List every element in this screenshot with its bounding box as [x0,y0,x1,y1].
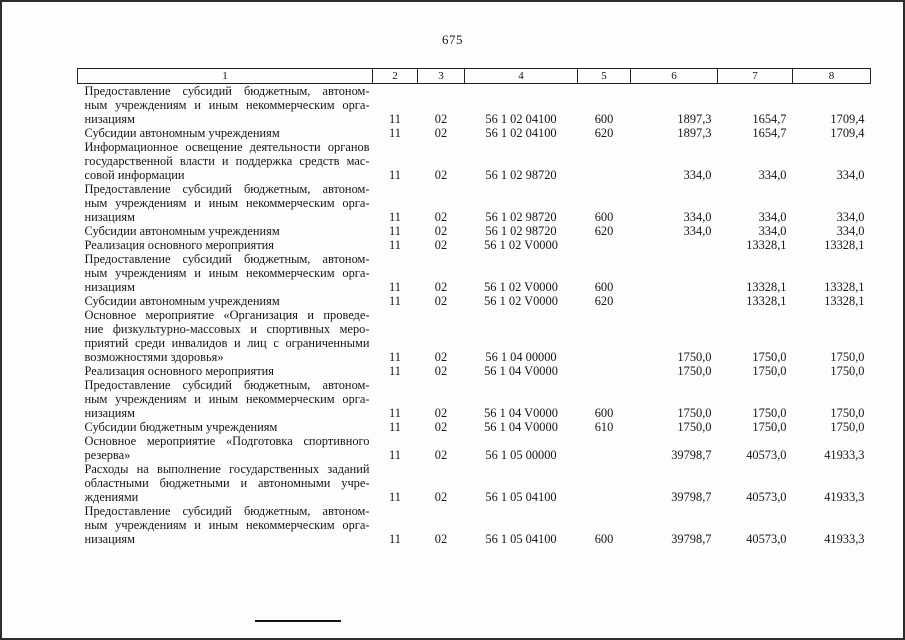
cell-year3: 13328,1 [824,294,865,308]
cell-year2: 1750,0 [752,406,787,420]
row-name-cell: Реализация основного мероприятия [84,238,274,252]
cell-year2: 40573,0 [746,448,787,462]
cell-year3: 1750,0 [830,420,865,434]
cell-vr [578,434,631,462]
cell-year2: 40573,0 [746,532,787,546]
cell-year2: 1750,0 [752,364,787,378]
cell-year1 [631,238,718,252]
cell-csr: 56 1 05 00000 [485,448,557,462]
table-row [78,252,871,294]
cell-year3: 334,0 [836,168,865,182]
cell-year3: 13328,1 [824,238,865,252]
cell-csr: 56 1 02 V0000 [484,294,558,308]
scan-artifact-line [255,620,341,622]
cell-csr: 56 1 02 04100 [485,126,557,140]
cell-csr: 56 1 05 04100 [485,490,557,504]
table-row [78,224,871,238]
cell-year2: 13328,1 [746,280,787,294]
cell-year2: 13328,1 [746,294,787,308]
cell-rz: 11 [389,126,401,140]
cell-vr: 600 [594,406,614,420]
cell-pr: 02 [434,168,448,182]
cell-csr: 56 1 05 04100 [485,532,557,546]
cell-rz: 11 [389,448,401,462]
row-name-cell: Основное мероприятие «Организация и проведе- ние физкультурно-массовых и спортивных меро- приятий среди инвалидов и лиц с ограниченными возможностями здоровья» [84,308,370,364]
cell-year1: 334,0 [683,224,712,238]
cell-rz: 11 [389,280,401,294]
cell-year2: 1750,0 [752,420,787,434]
row-name-cell: Субсидии бюджетным учреждениям [84,420,278,434]
cell-vr: 610 [594,420,614,434]
cell-rz: 11 [389,294,401,308]
row-name-cell: Предоставление субсидий бюджетным, автоном- ным учреждениям и иным некоммерческим орга- низациям [84,378,370,420]
cell-rz: 11 [389,210,401,224]
cell-year1: 1897,3 [677,112,712,126]
cell-year1: 39798,7 [671,532,712,546]
cell-csr: 56 1 02 98720 [485,224,557,238]
cell-pr: 02 [434,238,448,252]
cell-year1 [631,294,718,308]
table-row [78,126,871,140]
cell-year3: 41933,3 [824,532,865,546]
cell-vr: 600 [594,112,614,126]
cell-year3: 41933,3 [824,490,865,504]
cell-rz: 11 [389,364,401,378]
table-row [78,434,871,462]
row-name-cell: Информационное освещение деятельности органов государственной власти и поддержка средств мас- совой информации [84,140,370,182]
cell-year3: 1750,0 [830,350,865,364]
cell-pr: 02 [434,280,448,294]
cell-pr: 02 [434,294,448,308]
cell-year2: 1750,0 [752,350,787,364]
table-row [78,378,871,420]
row-name-cell: Субсидии автономным учреждениям [84,126,280,140]
cell-vr [578,238,631,252]
cell-year3: 1709,4 [830,112,865,126]
cell-vr: 620 [594,294,614,308]
cell-pr: 02 [434,532,448,546]
cell-rz: 11 [389,168,401,182]
row-name-cell: Предоставление субсидий бюджетным, автоном- ным учреждениям и иным некоммерческим орга- низациям [84,252,370,294]
cell-vr [578,140,631,182]
cell-vr [578,308,631,364]
cell-csr: 56 1 04 V0000 [484,420,558,434]
cell-pr: 02 [434,126,448,140]
cell-csr: 56 1 02 98720 [485,168,557,182]
cell-year2: 1654,7 [752,112,787,126]
cell-rz: 11 [389,350,401,364]
cell-year3: 13328,1 [824,280,865,294]
cell-rz: 11 [389,420,401,434]
table-body [78,84,871,547]
cell-year2: 334,0 [758,224,787,238]
column-header-1: 1 [78,69,373,84]
cell-pr: 02 [434,112,448,126]
table-header-row [78,69,871,84]
column-header-3: 3 [418,69,465,84]
cell-year3: 334,0 [836,224,865,238]
cell-year1: 1750,0 [677,406,712,420]
cell-year2: 334,0 [758,168,787,182]
row-name-cell: Предоставление субсидий бюджетным, автоном- ным учреждениям и иным некоммерческим орга- низациям [84,84,370,126]
table-row [78,238,871,252]
cell-rz: 11 [389,224,401,238]
cell-pr: 02 [434,224,448,238]
table-row [78,420,871,434]
cell-pr: 02 [434,420,448,434]
row-name-cell: Субсидии автономным учреждениям [84,294,280,308]
table-row [78,364,871,378]
cell-vr [578,364,631,378]
table-row [78,294,871,308]
cell-pr: 02 [434,406,448,420]
cell-year2: 334,0 [758,210,787,224]
row-name-cell: Расходы на выполнение государственных заданий областными бюджетными и автономными учре- ждениями [84,462,370,504]
cell-year1: 1750,0 [677,364,712,378]
row-name-cell: Предоставление субсидий бюджетным, автоном- ным учреждениям и иным некоммерческим орга- низациям [84,504,370,546]
table-row [78,504,871,546]
cell-year3: 334,0 [836,210,865,224]
cell-year3: 1750,0 [830,364,865,378]
row-name-cell: Предоставление субсидий бюджетным, автоном- ным учреждениям и иным некоммерческим орга- низациям [84,182,370,224]
cell-year1: 39798,7 [671,448,712,462]
cell-pr: 02 [434,350,448,364]
cell-csr: 56 1 04 V0000 [484,364,558,378]
column-header-6: 6 [631,69,718,84]
row-name-cell: Основное мероприятие «Подготовка спортивного резерва» [84,434,370,462]
cell-year2: 1654,7 [752,126,787,140]
table-row [78,182,871,224]
cell-year1: 1750,0 [677,420,712,434]
cell-rz: 11 [389,406,401,420]
cell-year1: 39798,7 [671,490,712,504]
cell-year3: 41933,3 [824,448,865,462]
cell-year2: 40573,0 [746,490,787,504]
cell-csr: 56 1 04 V0000 [484,406,558,420]
column-header-8: 8 [793,69,871,84]
cell-year3: 1709,4 [830,126,865,140]
cell-vr: 600 [594,210,614,224]
row-name-cell: Субсидии автономным учреждениям [84,224,280,238]
table-row [78,140,871,182]
column-header-2: 2 [373,69,418,84]
cell-year1: 1750,0 [677,350,712,364]
cell-pr: 02 [434,448,448,462]
cell-vr: 620 [594,224,614,238]
cell-csr: 56 1 02 04100 [485,112,557,126]
cell-pr: 02 [434,364,448,378]
cell-csr: 56 1 02 V0000 [484,238,558,252]
cell-vr: 600 [594,280,614,294]
cell-vr: 620 [594,126,614,140]
row-name-cell: Реализация основного мероприятия [84,364,274,378]
column-header-7: 7 [718,69,793,84]
cell-csr: 56 1 04 00000 [485,350,557,364]
cell-vr [578,462,631,504]
cell-year1: 1897,3 [677,126,712,140]
page-number: 675 [442,32,463,47]
cell-pr: 02 [434,210,448,224]
cell-rz: 11 [389,238,401,252]
table-row [78,84,871,127]
cell-year2: 13328,1 [746,238,787,252]
cell-csr: 56 1 02 V0000 [484,280,558,294]
cell-csr: 56 1 02 98720 [485,210,557,224]
cell-year1: 334,0 [683,210,712,224]
column-header-4: 4 [465,69,578,84]
cell-year1: 334,0 [683,168,712,182]
cell-year3: 1750,0 [830,406,865,420]
cell-rz: 11 [389,532,401,546]
table-row [78,308,871,364]
cell-year1 [631,252,718,294]
cell-vr: 600 [594,532,614,546]
cell-rz: 11 [389,112,401,126]
budget-table [77,68,871,546]
cell-rz: 11 [389,490,401,504]
table-row [78,462,871,504]
column-header-5: 5 [578,69,631,84]
cell-pr: 02 [434,490,448,504]
